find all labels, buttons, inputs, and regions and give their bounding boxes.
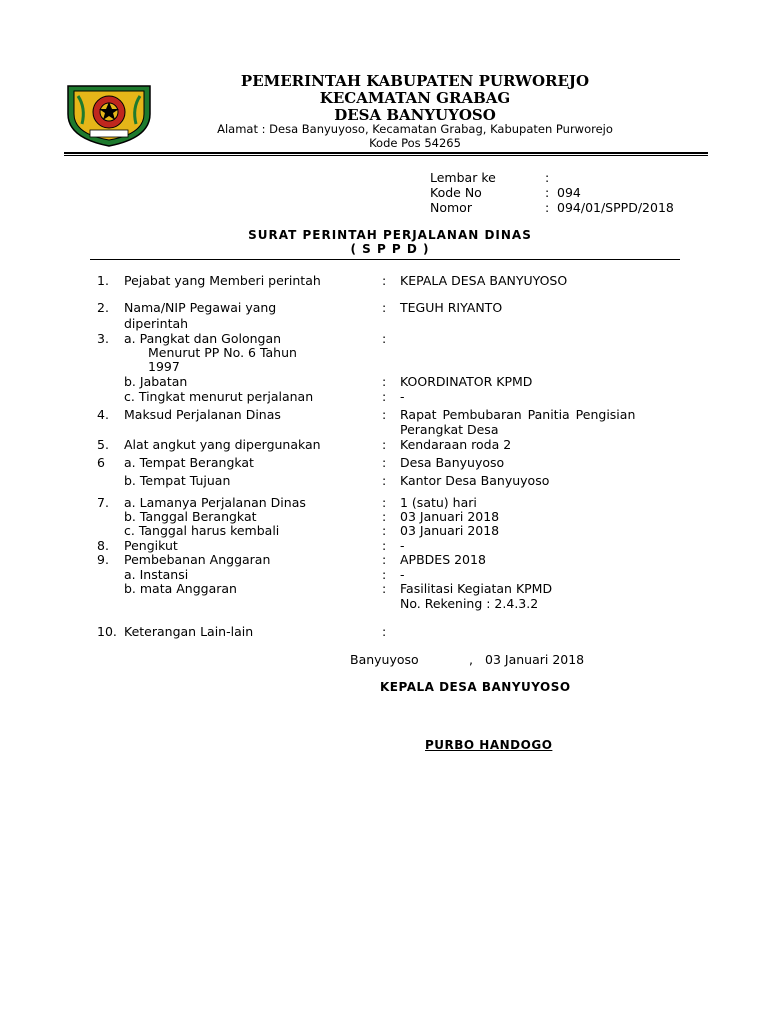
item-colon: : xyxy=(382,538,387,553)
header-regency: PEMERINTAH KABUPATEN PURWOREJO xyxy=(240,72,590,90)
item-value: - xyxy=(400,538,405,553)
item-label: Menurut PP No. 6 Tahun xyxy=(148,345,297,360)
item-label: Pembebanan Anggaran xyxy=(124,552,271,567)
item-label: c. Tanggal harus kembali xyxy=(124,523,280,538)
signature-name: PURBO HANDOGO xyxy=(425,738,553,752)
meta-label-lembar: Lembar ke xyxy=(430,170,496,185)
item-value: Desa Banyuyoso xyxy=(400,455,505,470)
item-colon: : xyxy=(382,552,387,567)
item-value: Fasilitasi Kegiatan KPMD xyxy=(400,581,553,596)
item-number: 5. xyxy=(97,437,109,452)
item-value: 03 Januari 2018 xyxy=(400,523,500,538)
item-label: Maksud Perjalanan Dinas xyxy=(124,407,281,422)
item-number: 8. xyxy=(97,538,109,553)
item-label: 1997 xyxy=(148,359,180,374)
item-value: - xyxy=(400,567,405,582)
item-label: Nama/NIP Pegawai yang xyxy=(124,300,277,315)
meta-colon: : xyxy=(545,200,550,215)
item-value: Kantor Desa Banyuyoso xyxy=(400,473,550,488)
header-rule-thick xyxy=(64,152,708,154)
item-label: b. Jabatan xyxy=(124,374,188,389)
item-value: TEGUH RIYANTO xyxy=(400,300,503,315)
item-label: c. Tingkat menurut perjalanan xyxy=(124,389,314,404)
signature-date: 03 Januari 2018 xyxy=(485,652,585,667)
item-colon: : xyxy=(382,437,387,452)
item-colon: : xyxy=(382,389,387,404)
item-colon: : xyxy=(382,581,387,596)
item-colon: : xyxy=(382,523,387,538)
item-label: Alat angkut yang dipergunakan xyxy=(124,437,321,452)
meta-colon: : xyxy=(545,185,550,200)
signature-position: KEPALA DESA BANYUYOSO xyxy=(380,680,571,694)
meta-label-kode: Kode No xyxy=(430,185,482,200)
item-colon: : xyxy=(382,509,387,524)
item-colon: : xyxy=(382,495,387,510)
item-label: a. Instansi xyxy=(124,567,189,582)
item-colon: : xyxy=(382,473,387,488)
item-number: 9. xyxy=(97,552,109,567)
meta-colon: : xyxy=(545,170,550,185)
item-colon: : xyxy=(382,455,387,470)
regency-crest-logo xyxy=(64,78,154,148)
signature-place: Banyuyoso xyxy=(350,652,419,667)
item-label: b. Tempat Tujuan xyxy=(124,473,231,488)
header-postcode: Kode Pos 54265 xyxy=(369,136,461,150)
item-number: 10. xyxy=(97,624,117,639)
header-rule-thin xyxy=(64,155,708,156)
item-value: No. Rekening : 2.4.3.2 xyxy=(400,596,539,611)
document-title: SURAT PERINTAH PERJALANAN DINAS xyxy=(248,228,532,242)
item-label: Keterangan Lain-lain xyxy=(124,624,254,639)
meta-value-nomor: 094/01/SPPD/2018 xyxy=(557,200,674,215)
item-value: Rapat Pembubaran Panitia Pengisian xyxy=(400,407,636,422)
item-value: KEPALA DESA BANYUYOSO xyxy=(400,273,568,288)
item-label: a. Pangkat dan Golongan xyxy=(124,331,282,346)
item-value: 1 (satu) hari xyxy=(400,495,477,510)
item-label: diperintah xyxy=(124,316,189,331)
signature-comma: , xyxy=(469,652,473,667)
item-label: b. mata Anggaran xyxy=(124,581,237,596)
meta-value-kode: 094 xyxy=(557,185,581,200)
item-colon: : xyxy=(382,407,387,422)
header-district: KECAMATAN GRABAG xyxy=(319,89,511,107)
title-divider xyxy=(90,259,680,260)
item-number: 1. xyxy=(97,273,109,288)
item-number: 6 xyxy=(97,455,105,470)
item-label: Pengikut xyxy=(124,538,178,553)
item-label: b. Tanggal Berangkat xyxy=(124,509,257,524)
item-value: APBDES 2018 xyxy=(400,552,486,567)
header-village: DESA BANYUYOSO xyxy=(334,106,496,124)
item-label: Pejabat yang Memberi perintah xyxy=(124,273,321,288)
item-colon: : xyxy=(382,567,387,582)
item-value: Perangkat Desa xyxy=(400,422,499,437)
meta-label-nomor: Nomor xyxy=(430,200,472,215)
item-colon: : xyxy=(382,331,387,346)
item-value: KOORDINATOR KPMD xyxy=(400,374,533,389)
item-label: a. Lamanya Perjalanan Dinas xyxy=(124,495,306,510)
item-colon: : xyxy=(382,624,387,639)
item-colon: : xyxy=(382,273,387,288)
item-number: 4. xyxy=(97,407,109,422)
item-number: 7. xyxy=(97,495,109,510)
item-value: Kendaraan roda 2 xyxy=(400,437,512,452)
item-number: 3. xyxy=(97,331,109,346)
item-number: 2. xyxy=(97,300,109,315)
item-colon: : xyxy=(382,374,387,389)
item-value: - xyxy=(400,389,405,404)
item-label: a. Tempat Berangkat xyxy=(124,455,254,470)
document-subtitle: ( S P P D ) xyxy=(350,242,430,256)
item-value: 03 Januari 2018 xyxy=(400,509,500,524)
header-address: Alamat : Desa Banyuyoso, Kecamatan Grabag, Kabupaten Purworejo xyxy=(217,122,613,136)
item-colon: : xyxy=(382,300,387,315)
